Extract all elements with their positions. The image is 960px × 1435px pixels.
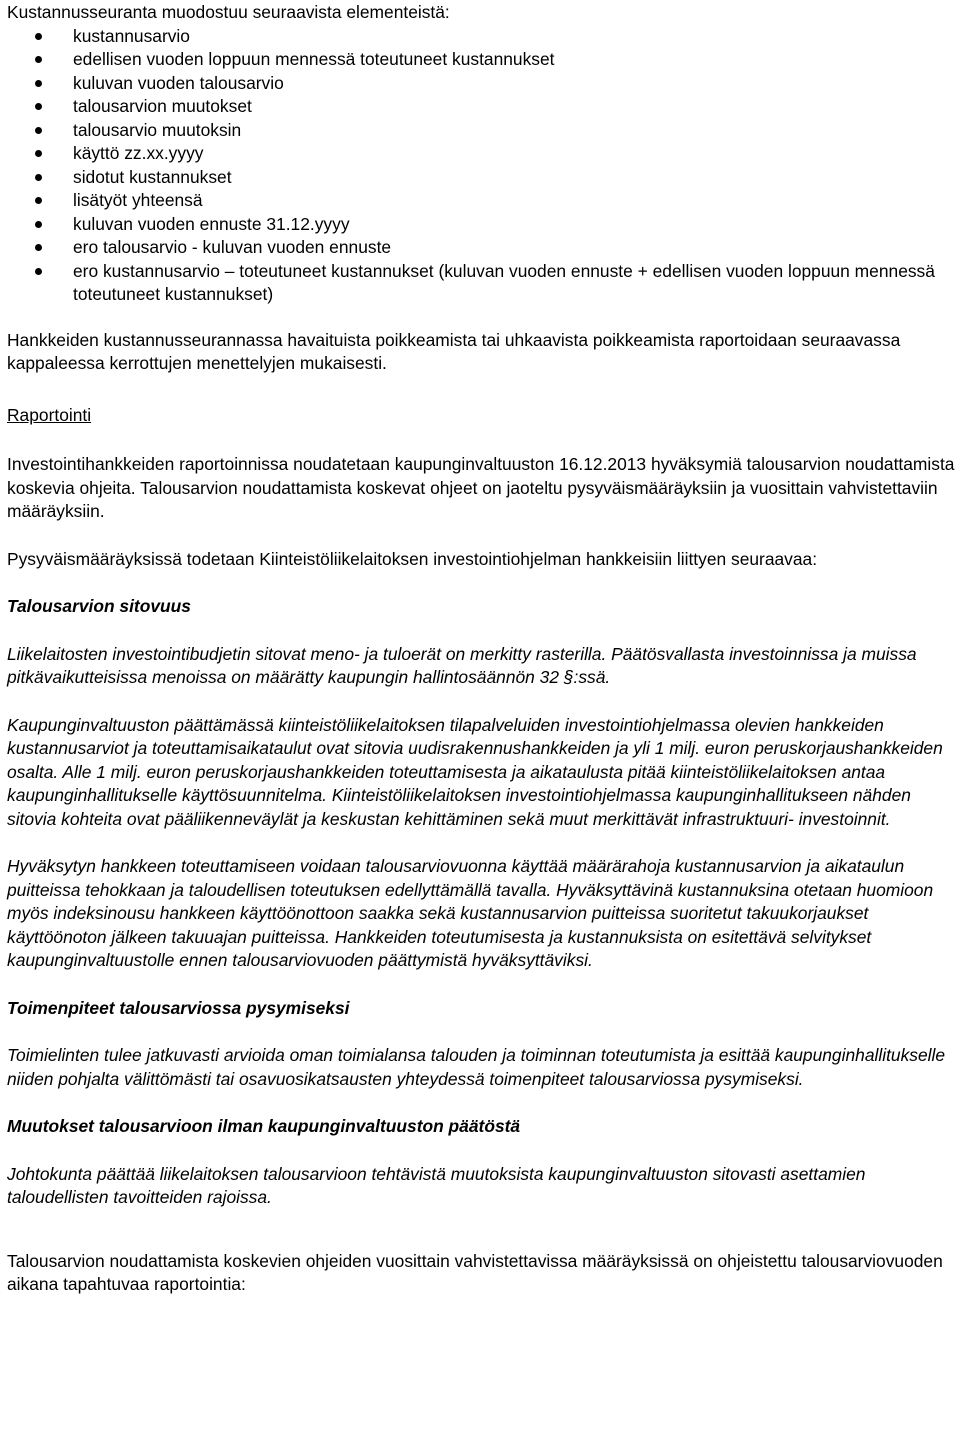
- intro-paragraph: Kustannusseuranta muodostuu seuraavista elementeistä:: [7, 2, 450, 22]
- list-item: kuluvan vuoden ennuste 31.12.yyyy: [7, 213, 957, 237]
- annual-rules-paragraph: Talousarvion noudattamista koskevien ohjeiden vuosittain vahvistettavissa määräyksissä on ohjeistettu talousarviovuoden aikana tapahtuvaa raportointia:: [7, 1250, 943, 1294]
- sitovuus-paragraph-3: Hyväksytyn hankkeen toteuttamiseen voidaan talousarviovuonna käyttää määrärahoja kustannusarvion ja aikataulun puitteissa tehokkaan ja taloudellisen toteutuksen edellyttämällä tavalla. Hyväksyttävinä kustannuksina otetaan huomioon myös indeksinousu hankkeen käyttöönottoon saakka sekä kustannusarvion puitteissa suoritetut takuukorjaukset käyttöönoton jälkeen takuuajan puitteissa. Hankkeiden toteutumisesta ja kustannuksista on esitettävä selvitykset kaupunginvaltuustolle ennen talousarviovuoden päättymistä hyväksyttäviksi.: [7, 856, 934, 970]
- list-item: talousarvion muutokset: [7, 95, 957, 119]
- section-heading-toimenpiteet: Toimenpiteet talousarviossa pysymiseksi: [7, 997, 350, 1018]
- list-item: lisätyöt yhteensä: [7, 189, 957, 213]
- list-item: kuluvan vuoden talousarvio: [7, 72, 957, 96]
- cost-elements-list: [7, 25, 957, 307]
- section-heading-raportointi: Raportointi: [7, 404, 92, 425]
- section-heading-sitovuus: Talousarvion sitovuus: [7, 596, 191, 616]
- sitovuus-paragraph-1: Liikelaitosten investointibudjetin sitovat meno- ja tuloerät on merkitty rasterilla. Päätösvallasta investoinnissa ja muissa pitkävaikutteisissa menoissa on määrätty kaupungin hallintosäännön 32 §:ssä.: [7, 643, 917, 687]
- list-item: talousarvio muutoksin: [7, 119, 957, 143]
- list-item: käyttö zz.xx.yyyy: [7, 142, 957, 166]
- list-item: sidotut kustannukset: [7, 166, 957, 190]
- list-item: ero kustannusarvio – toteutuneet kustannukset (kuluvan vuoden ennuste + edellisen vuoden loppuun mennessä toteutuneet kustannukset): [7, 260, 957, 307]
- list-item: ero talousarvio - kuluvan vuoden ennuste: [7, 236, 957, 260]
- list-item: kustannusarvio: [7, 25, 957, 49]
- toimenpiteet-paragraph: Toimielinten tulee jatkuvasti arvioida oman toimialansa talouden ja toiminnan toteutumista ja esittää kaupunginhallitukselle niiden pohjalta välittömästi tai osavuosikatsausten yhteydessä toimenpiteet talousarviossa pysymiseksi.: [7, 1045, 946, 1089]
- section-heading-muutokset: Muutokset talousarvioon ilman kaupunginvaltuuston päätöstä: [7, 1116, 521, 1136]
- sitovuus-paragraph-2: Kaupunginvaltuuston päättämässä kiinteistöliikelaitoksen tilapalveluiden investointiohjelmassa olevien hankkeiden kustannusarviot ja toteuttamisaikataulut ovat sitovia uudisrakennushankkeiden ja yli 1 milj. euron peruskorjaushankkeiden osalta. Alle 1 milj. euron peruskorjaushankkeiden toteuttamisesta ja aikataulusta pitää kiinteistöliikelaitoksen antaa kaupunginhallitukselle käyttösuunnitelma. Kiinteistöliikelaitoksen investointiohjelmassa kaupunginhallitukseen nähden sitovia kohteita ovat pääliikenneväylät ja keskustan kehittäminen sekä muut merkittävät infrastruktuuri- investoinnit.: [7, 714, 943, 829]
- list-item: edellisen vuoden loppuun mennessä toteutuneet kustannukset: [7, 48, 957, 72]
- muutokset-paragraph: Johtokunta päättää liikelaitoksen talousarvioon tehtävistä muutoksista kaupunginvaltuuston sitovasti asettamien taloudellisten tavoitteiden rajoissa.: [7, 1163, 866, 1207]
- instructions-paragraph: Investointihankkeiden raportoinnissa noudatetaan kaupunginvaltuuston 16.12.2013 hyväksymiä talousarvion noudattamista koskevia ohjeita. Talousarvion noudattamista koskevat ohjeet on jaoteltu pysyväismääräyksiin ja vuosittain vahvistettaviin määräyksiin.: [7, 454, 955, 521]
- permanent-rules-paragraph: Pysyväismääräyksissä todetaan Kiinteistöliikelaitoksen investointiohjelman hankkeisiin liittyen seuraavaa:: [7, 548, 818, 569]
- deviations-paragraph: Hankkeiden kustannusseurannassa havaituista poikkeamista tai uhkaavista poikkeamista raportoidaan seuraavassa kappaleessa kerrottujen menettelyjen mukaisesti.: [7, 329, 901, 373]
- document-page: [7, 0, 957, 1297]
